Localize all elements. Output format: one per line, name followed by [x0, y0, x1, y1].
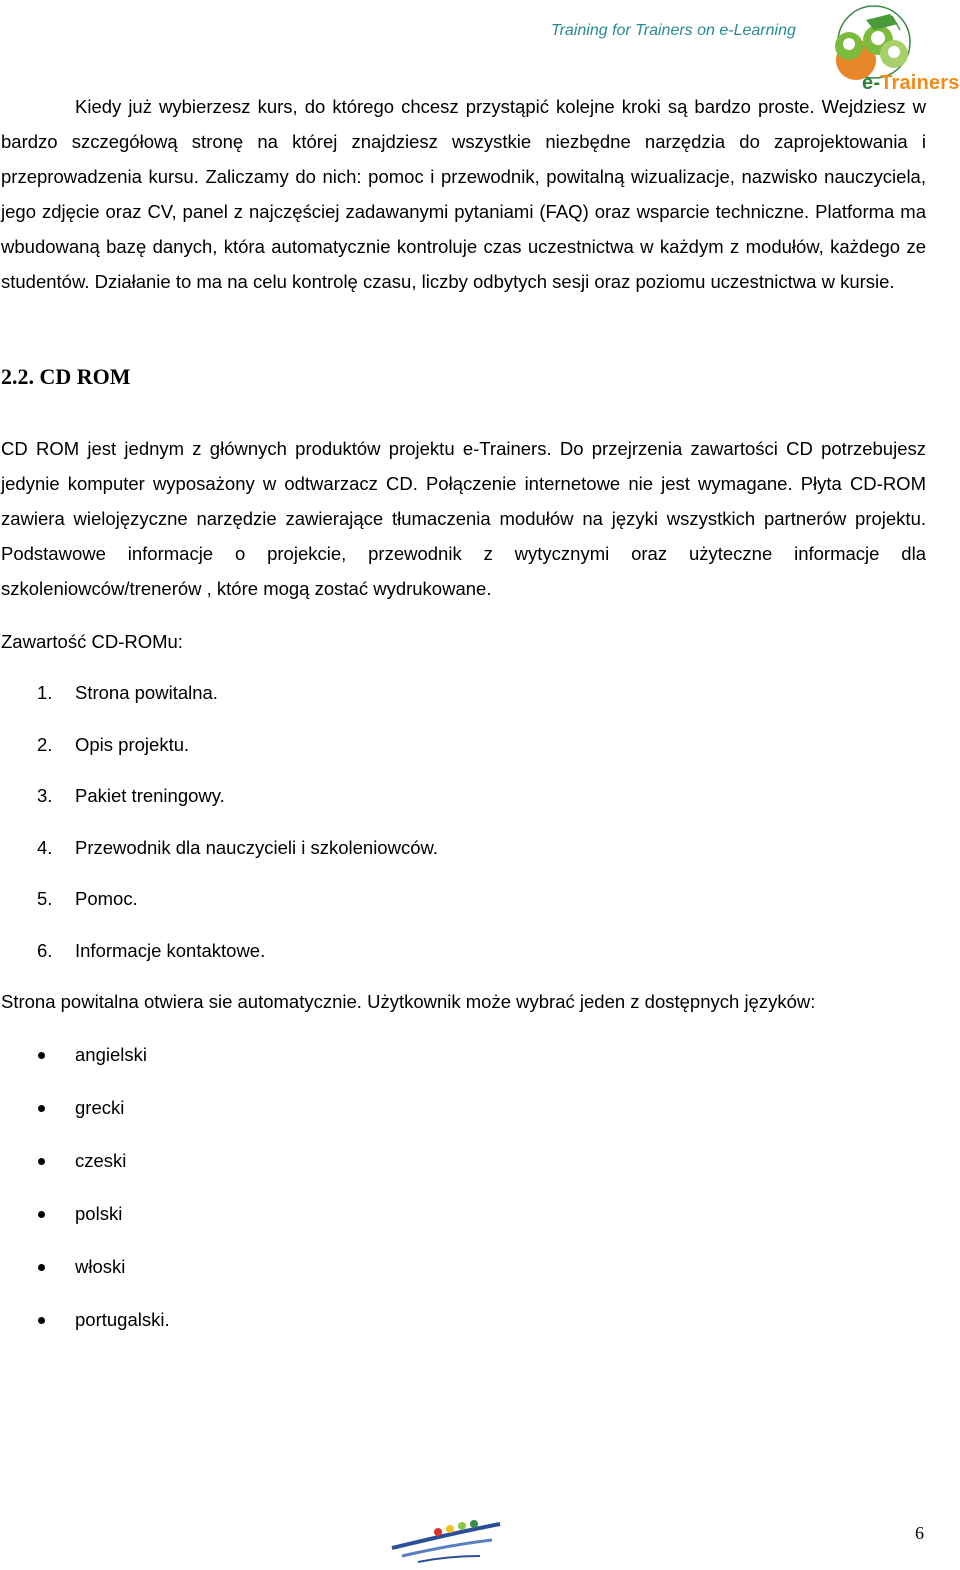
- intro-paragraph: Kiedy już wybierzesz kurs, do którego chcesz przystąpić kolejne kroki są bardzo proste. Wejdziesz w bardzo szczegółową stronę na której znajdziesz wszystkie niezbędne narzędzia do zaprojektowania i przeprowadzenia kursu. Zaliczamy do nich: pomoc i przewodnik, powitalną wizualizacje, nazwisko nauczyciela, jego zdjęcie oraz CV, panel z najczęściej zadawanymi pytaniami (FAQ) oraz wsparcie techniczne. Platforma ma wbudowaną bazę danych, która automatycznie kontroluje czas uczestnictwa w każdym z modułów, każdego ze studentów. Działanie to ma na celu kontrolę czasu, liczby odbytych sesji oraz poziomu uczestnictwa w kursie.: [1, 96, 926, 292]
- list-text: Pomoc.: [75, 888, 138, 909]
- bullet-icon: [38, 1052, 45, 1059]
- bullet-icon: [38, 1105, 45, 1112]
- list-text: Opis projektu.: [75, 734, 190, 755]
- bullet-text: czeski: [75, 1150, 127, 1171]
- list-text: Informacje kontaktowe.: [75, 940, 266, 961]
- list-text: Przewodnik dla nauczycieli i szkoleniowców.: [75, 837, 438, 858]
- contents-label: Zawartość CD-ROMu:: [1, 631, 183, 652]
- bullet-text: polski: [75, 1203, 123, 1224]
- list-number: 5.: [37, 888, 53, 909]
- list-text: Strona powitalna.: [75, 682, 218, 703]
- bullet-text: włoski: [75, 1256, 126, 1277]
- list-number: 2.: [37, 734, 53, 755]
- header-title: Training for Trainers on e-Learning: [551, 22, 796, 39]
- programme-logo: [388, 1512, 508, 1566]
- languages-intro: Strona powitalna otwiera sie automatycznie. Użytkownik może wybrać jeden z dostępnych języków:: [1, 991, 816, 1012]
- bullet-text: angielski: [75, 1044, 147, 1065]
- bullet-icon: [38, 1211, 45, 1218]
- bullet-icon: [38, 1317, 45, 1324]
- logo-wordmark-rest: Trainers: [880, 72, 960, 94]
- list-text: Pakiet treningowy.: [75, 785, 225, 806]
- list-number: 6.: [37, 940, 53, 961]
- bullet-text: grecki: [75, 1097, 125, 1118]
- bullet-icon: [38, 1158, 45, 1165]
- list-number: 1.: [37, 682, 53, 703]
- page-number: 6: [915, 1523, 924, 1543]
- list-number: 4.: [37, 837, 53, 858]
- bullet-icon: [38, 1264, 45, 1271]
- section-heading: 2.2. CD ROM: [1, 364, 131, 389]
- logo-wordmark-e: e-: [862, 72, 881, 94]
- list-number: 3.: [37, 785, 53, 806]
- bullet-text: portugalski.: [75, 1309, 170, 1330]
- section-paragraph: CD ROM jest jednym z głównych produktów projektu e-Trainers. Do przejrzenia zawartości CD potrzebujesz jedynie komputer wyposażony w odtwarzacz CD. Połączenie internetowe nie jest wymagane. Płyta CD-ROM zawiera wielojęzyczne narzędzie zawierające tłumaczenia modułów na języki wszystkich partnerów projektu. Podstawowe informacje o projekcie, przewodnik z wytycznymi oraz użyteczne informacje dla szkoleniowców/trenerów , które mogą zostać wydrukowane.: [1, 438, 926, 599]
